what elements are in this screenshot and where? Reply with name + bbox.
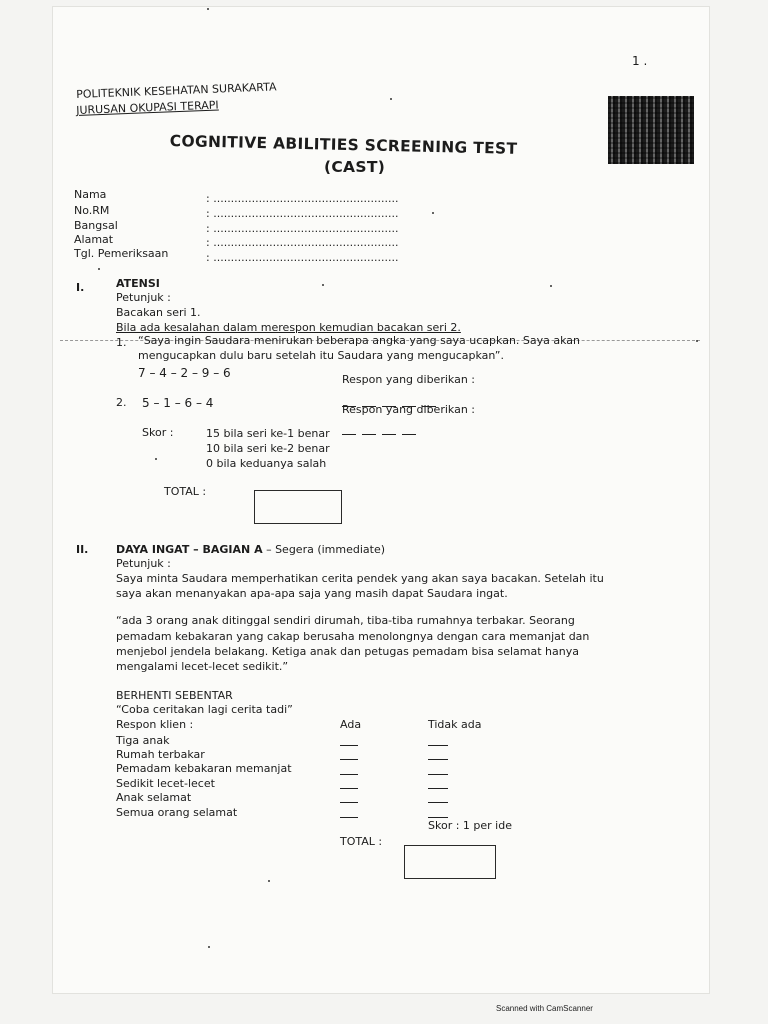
scan-speck	[550, 285, 552, 287]
item1-respon-label: Respon yang diberikan :	[342, 373, 475, 386]
tidak-ada-blank[interactable]	[428, 759, 448, 760]
section1-total-box[interactable]	[254, 490, 342, 524]
item2-respon-label: Respon yang diberikan :	[342, 403, 475, 416]
item1-number: 1.	[116, 336, 127, 349]
recall-item-label: Sedikit lecet-lecet	[116, 777, 215, 790]
recall-item-label: Pemadam kebakaran memanjat	[116, 762, 292, 775]
item2-number: 2.	[116, 396, 127, 409]
section2-skor: Skor : 1 per ide	[428, 819, 512, 832]
field-blank-nama[interactable]: : .....................................................	[206, 192, 399, 205]
ada-blank[interactable]	[340, 759, 358, 760]
section1-petunjuk: Petunjuk :	[116, 291, 171, 304]
story-line-4: mengalami lecet-lecet sedikit.”	[116, 660, 289, 673]
item1-text-line1: “Saya ingin Saudara menirukan beberapa angka yang saya ucapkan. Saya akan	[138, 334, 581, 347]
berhenti-sebentar: BERHENTI SEBENTAR	[116, 689, 233, 702]
field-blank-tgl[interactable]: : .....................................................	[206, 251, 399, 264]
col-header-tidak-ada: Tidak ada	[428, 718, 482, 731]
item1-digits: 7 – 4 – 2 – 9 – 6	[138, 366, 231, 380]
recall-item-label: Semua orang selamat	[116, 806, 238, 819]
section2-heading-rest: – Segera (immediate)	[262, 543, 386, 556]
scan-speck	[322, 284, 324, 286]
scan-speck	[390, 98, 392, 100]
story-line-2: pemadam kebakaran yang cakap berusaha menolongnya dengan cara memanjat dan	[116, 630, 590, 643]
section2-heading-bold: DAYA INGAT – BAGIAN A	[116, 543, 263, 556]
scan-speck	[268, 880, 270, 882]
tidak-ada-blank[interactable]	[428, 745, 448, 746]
scan-speck	[432, 212, 434, 214]
tidak-ada-blank[interactable]	[428, 774, 448, 775]
document-subtitle: (CAST)	[324, 158, 386, 176]
item2-respon-blanks[interactable]	[342, 424, 422, 443]
item2-digits: 5 – 1 – 6 – 4	[142, 396, 214, 410]
recall-item-label: Rumah terbakar	[116, 748, 205, 761]
field-label-alamat: Alamat	[74, 233, 114, 246]
page-number: 1 .	[632, 54, 648, 68]
section1-instruction-2: Bila ada kesalahan dalam merespon kemudian bacakan seri 2.	[116, 321, 461, 334]
section2-petunjuk: Petunjuk :	[116, 557, 171, 570]
recall-item-label: Anak selamat	[116, 791, 192, 804]
scan-speck	[155, 458, 157, 460]
department-name: JURUSAN OKUPASI TERAPI	[76, 98, 219, 117]
item1-text-line2: mengucapkan dulu baru setelah itu Saudara yang mengucapkan”.	[138, 349, 504, 362]
section2-total-box[interactable]	[404, 845, 496, 879]
scan-speck	[98, 268, 100, 270]
camscanner-footer: Scanned with CamScanner	[496, 1004, 593, 1013]
ada-blank[interactable]	[340, 774, 358, 775]
ada-blank[interactable]	[340, 745, 358, 746]
section1-number: I.	[76, 281, 85, 294]
section2-number: II.	[76, 543, 89, 556]
tidak-ada-blank[interactable]	[428, 802, 448, 803]
skor-line-2: 10 bila seri ke-2 benar	[206, 442, 330, 455]
skor-label: Skor :	[142, 426, 174, 439]
ada-blank[interactable]	[340, 802, 358, 803]
ada-blank[interactable]	[340, 788, 358, 789]
recall-item-label: Tiga anak	[116, 734, 170, 747]
respon-klien-label: Respon klien :	[116, 718, 194, 731]
stamp-qr-mark	[608, 96, 694, 164]
story-line-3: menjebol jendela belakang. Ketiga anak dan petugas pemadam bisa selamat hanya	[116, 645, 579, 658]
section1-total-label: TOTAL :	[164, 485, 207, 498]
section2-heading	[116, 543, 385, 556]
section1-heading: ATENSI	[116, 277, 160, 290]
field-label-nama: Nama	[74, 188, 107, 201]
field-blank-bangsal[interactable]: : .....................................................	[206, 222, 399, 235]
scan-speck	[208, 946, 210, 948]
institution-name: POLITEKNIK KESEHATAN SURAKARTA	[76, 80, 277, 101]
section2-intro-line2: saya akan menanyakan apa-apa saja yang masih dapat Saudara ingat.	[116, 587, 508, 600]
field-blank-alamat[interactable]: : .....................................................	[206, 236, 399, 249]
section2-total-label: TOTAL :	[340, 835, 383, 848]
scan-speck	[207, 8, 209, 10]
skor-line-1: 15 bila seri ke-1 benar	[206, 427, 330, 440]
scan-speck	[696, 340, 698, 342]
field-label-bangsal: Bangsal	[74, 219, 118, 232]
field-label-norm: No.RM	[74, 204, 110, 217]
ada-blank[interactable]	[340, 817, 358, 818]
coba-ceritakan: “Coba ceritakan lagi cerita tadi”	[116, 703, 293, 716]
tidak-ada-blank[interactable]	[428, 788, 448, 789]
story-line-1: “ada 3 orang anak ditinggal sendiri dirumah, tiba-tiba rumahnya terbakar. Seorang	[116, 614, 575, 627]
field-blank-norm[interactable]: : .....................................................	[206, 207, 399, 220]
col-header-ada: Ada	[340, 718, 362, 731]
section1-instruction-1: Bacakan seri 1.	[116, 306, 201, 319]
document-title: COGNITIVE ABILITIES SCREENING TEST	[169, 132, 518, 158]
section2-intro-line1: Saya minta Saudara memperhatikan cerita pendek yang akan saya bacakan. Setelah itu	[116, 572, 604, 585]
field-label-tgl: Tgl. Pemeriksaan	[74, 247, 169, 260]
tidak-ada-blank[interactable]	[428, 817, 448, 818]
skor-line-3: 0 bila keduanya salah	[206, 457, 327, 470]
